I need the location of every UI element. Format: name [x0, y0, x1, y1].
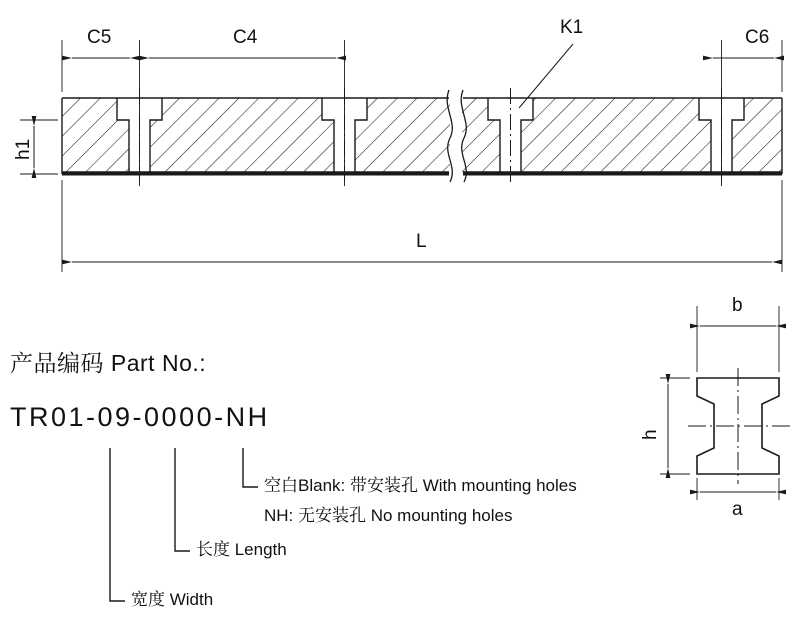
dimension-label-length: L: [416, 231, 427, 252]
part-no-code: TR01-09-0000-NH: [10, 402, 270, 432]
dimension-label-b: b: [732, 295, 743, 316]
dimension-label-c4: C4: [233, 27, 258, 48]
dimension-label-h: h: [640, 429, 661, 440]
legend-length-note: 长度 Length: [196, 540, 287, 559]
legend-blank-note: 空白Blank: 带安装孔 With mounting holes: [264, 476, 577, 495]
dimension-label-c5: C5: [87, 27, 112, 48]
dimension-label-k1: K1: [560, 17, 584, 38]
dimension-label-a: a: [732, 499, 743, 520]
legend-width-note: 宽度 Width: [131, 590, 214, 609]
dimension-label-c6: C6: [745, 27, 770, 48]
part-no-title: 产品编码 Part No.:: [10, 350, 207, 376]
dimension-label-h1: h1: [13, 138, 34, 160]
legend-nh-note: NH: 无安装孔 No mounting holes: [264, 506, 513, 525]
